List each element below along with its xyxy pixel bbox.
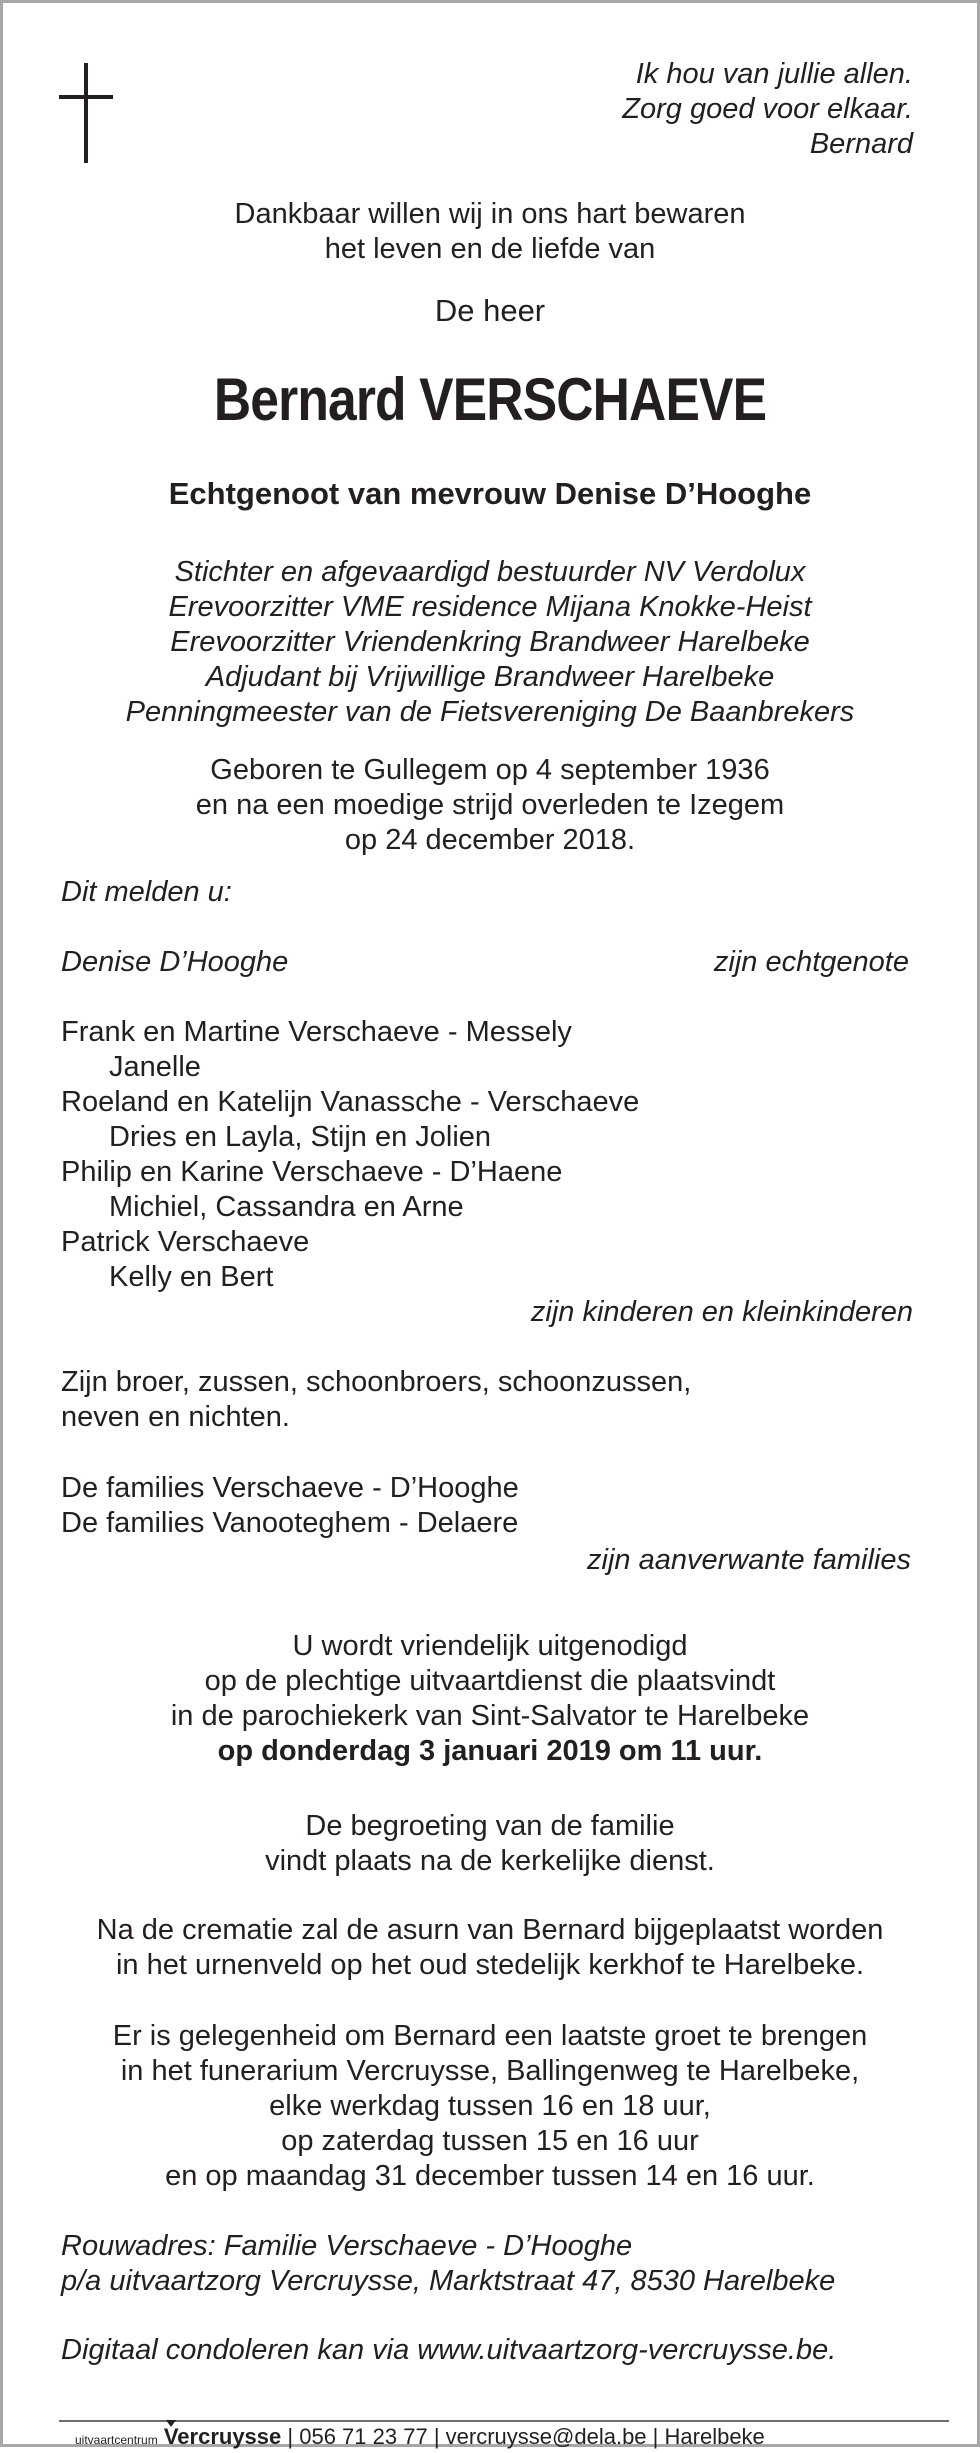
children-relation: zijn kinderen en kleinkinderen [530, 1296, 913, 1328]
deceased-name: Bernard VERSCHAEVE [213, 366, 767, 433]
spouse-relation: zijn echtgenote [713, 946, 909, 978]
separator: | [287, 2424, 294, 2449]
funeral-invitation: U wordt vriendelijk uitgenodigd op de plechtige uitvaartdienst die plaatsvindt in de parochiekerk van Sint-Salvator te Harelbeke op donderdag 3 januari 2019 om 11 uur. [3, 1629, 977, 1769]
footer-email[interactable]: vercruysse@dela.be [445, 2424, 647, 2449]
footer-prefix: uitvaartcentrum [75, 2433, 158, 2447]
list-item: Janelle [109, 1051, 201, 1083]
cremation-text: Na de crematie zal de asurn van Bernard bijgeplaatst worden in het urnenveld op het oud stedelijk kerkhof te Harelbeke. [96, 1914, 884, 1981]
families-text: De families Verschaeve - D’Hooghe De families Vanooteghem - Delaere [61, 1472, 519, 1539]
list-item: Michiel, Cassandra en Arne [109, 1191, 464, 1223]
brand-logo: Vercruysse [163, 2424, 282, 2449]
birth-death-text: Geboren te Gullegem op 4 september 1936 en na een moedige strijd overleden te Izegem op 24 december 2018. [195, 754, 785, 856]
intro-text: Dankbaar willen wij in ons hart bewaren het leven en de liefde van [234, 198, 746, 265]
children-list [61, 1015, 639, 1295]
footer-city: Harelbeke [664, 2424, 765, 2449]
families-relation: zijn aanverwante families [587, 1544, 911, 1576]
title-item: Stichter en afgevaardigd bestuurder NV Verdolux [174, 556, 806, 588]
greeting-text: De begroeting van de familie vindt plaats na de kerkelijke dienst. [265, 1810, 715, 1877]
title-item: Erevoorzitter VME residence Mijana Knokke-Heist [168, 591, 812, 623]
title-item: Erevoorzitter Vriendenkring Brandweer Harelbeke [170, 626, 810, 658]
footer [75, 2424, 765, 2453]
separator: | [652, 2424, 659, 2449]
title-item: Adjudant bij Vrijwillige Brandweer Harelbeke [205, 661, 775, 693]
list-item: Frank en Martine Verschaeve - Messely [61, 1016, 572, 1048]
farewell-quote: Ik hou van jullie allen. Zorg goed voor elkaar. Bernard [622, 58, 913, 160]
title-item: Penningmeester van de Fietsvereniging De Baanbrekers [125, 696, 855, 728]
list-item: Kelly en Bert [109, 1261, 274, 1293]
list-item: Philip en Karine Verschaeve - D’Haene [61, 1156, 563, 1188]
separator: | [433, 2424, 440, 2449]
spouse-line: Echtgenoot van mevrouw Denise D’Hooghe [168, 476, 812, 511]
footer-phone[interactable]: 056 71 23 77 [299, 2424, 428, 2449]
condolence-link[interactable]: Digitaal condoleren kan via www.uitvaartzorg-vercruysse.be. [61, 2334, 837, 2366]
service-date: op donderdag 3 januari 2019 om 11 uur. [217, 1735, 763, 1767]
titles-list [3, 555, 977, 730]
spouse-name: Denise D’Hooghe [61, 946, 289, 978]
footer-divider [59, 2420, 949, 2422]
list-item: Dries en Layla, Stijn en Jolien [109, 1121, 492, 1153]
siblings-text: Zijn broer, zussen, schoonbroers, schoonzussen, neven en nichten. [61, 1366, 692, 1433]
viewing-text: Er is gelegenheid om Bernard een laatste groet te brengen in het funerarium Vercruysse, Ballingenweg te Harelbeke, elke werkdag tussen 16 en 18 uur, op zaterdag tussen 15 en 16 uur en op maandag 31 december tussen 14 en 16 uur. [112, 2020, 868, 2192]
announce-text: Dit melden u: [61, 876, 232, 908]
list-item: Roeland en Katelijn Vanassche - Verschaeve [61, 1086, 640, 1118]
mourning-address: Rouwadres: Familie Verschaeve - D’Hooghe p/a uitvaartzorg Vercruysse, Marktstraat 47, 8530 Harelbeke [61, 2230, 836, 2297]
salutation: De heer [434, 293, 546, 328]
cross-icon [59, 63, 113, 163]
list-item: Patrick Verschaeve [61, 1226, 310, 1258]
